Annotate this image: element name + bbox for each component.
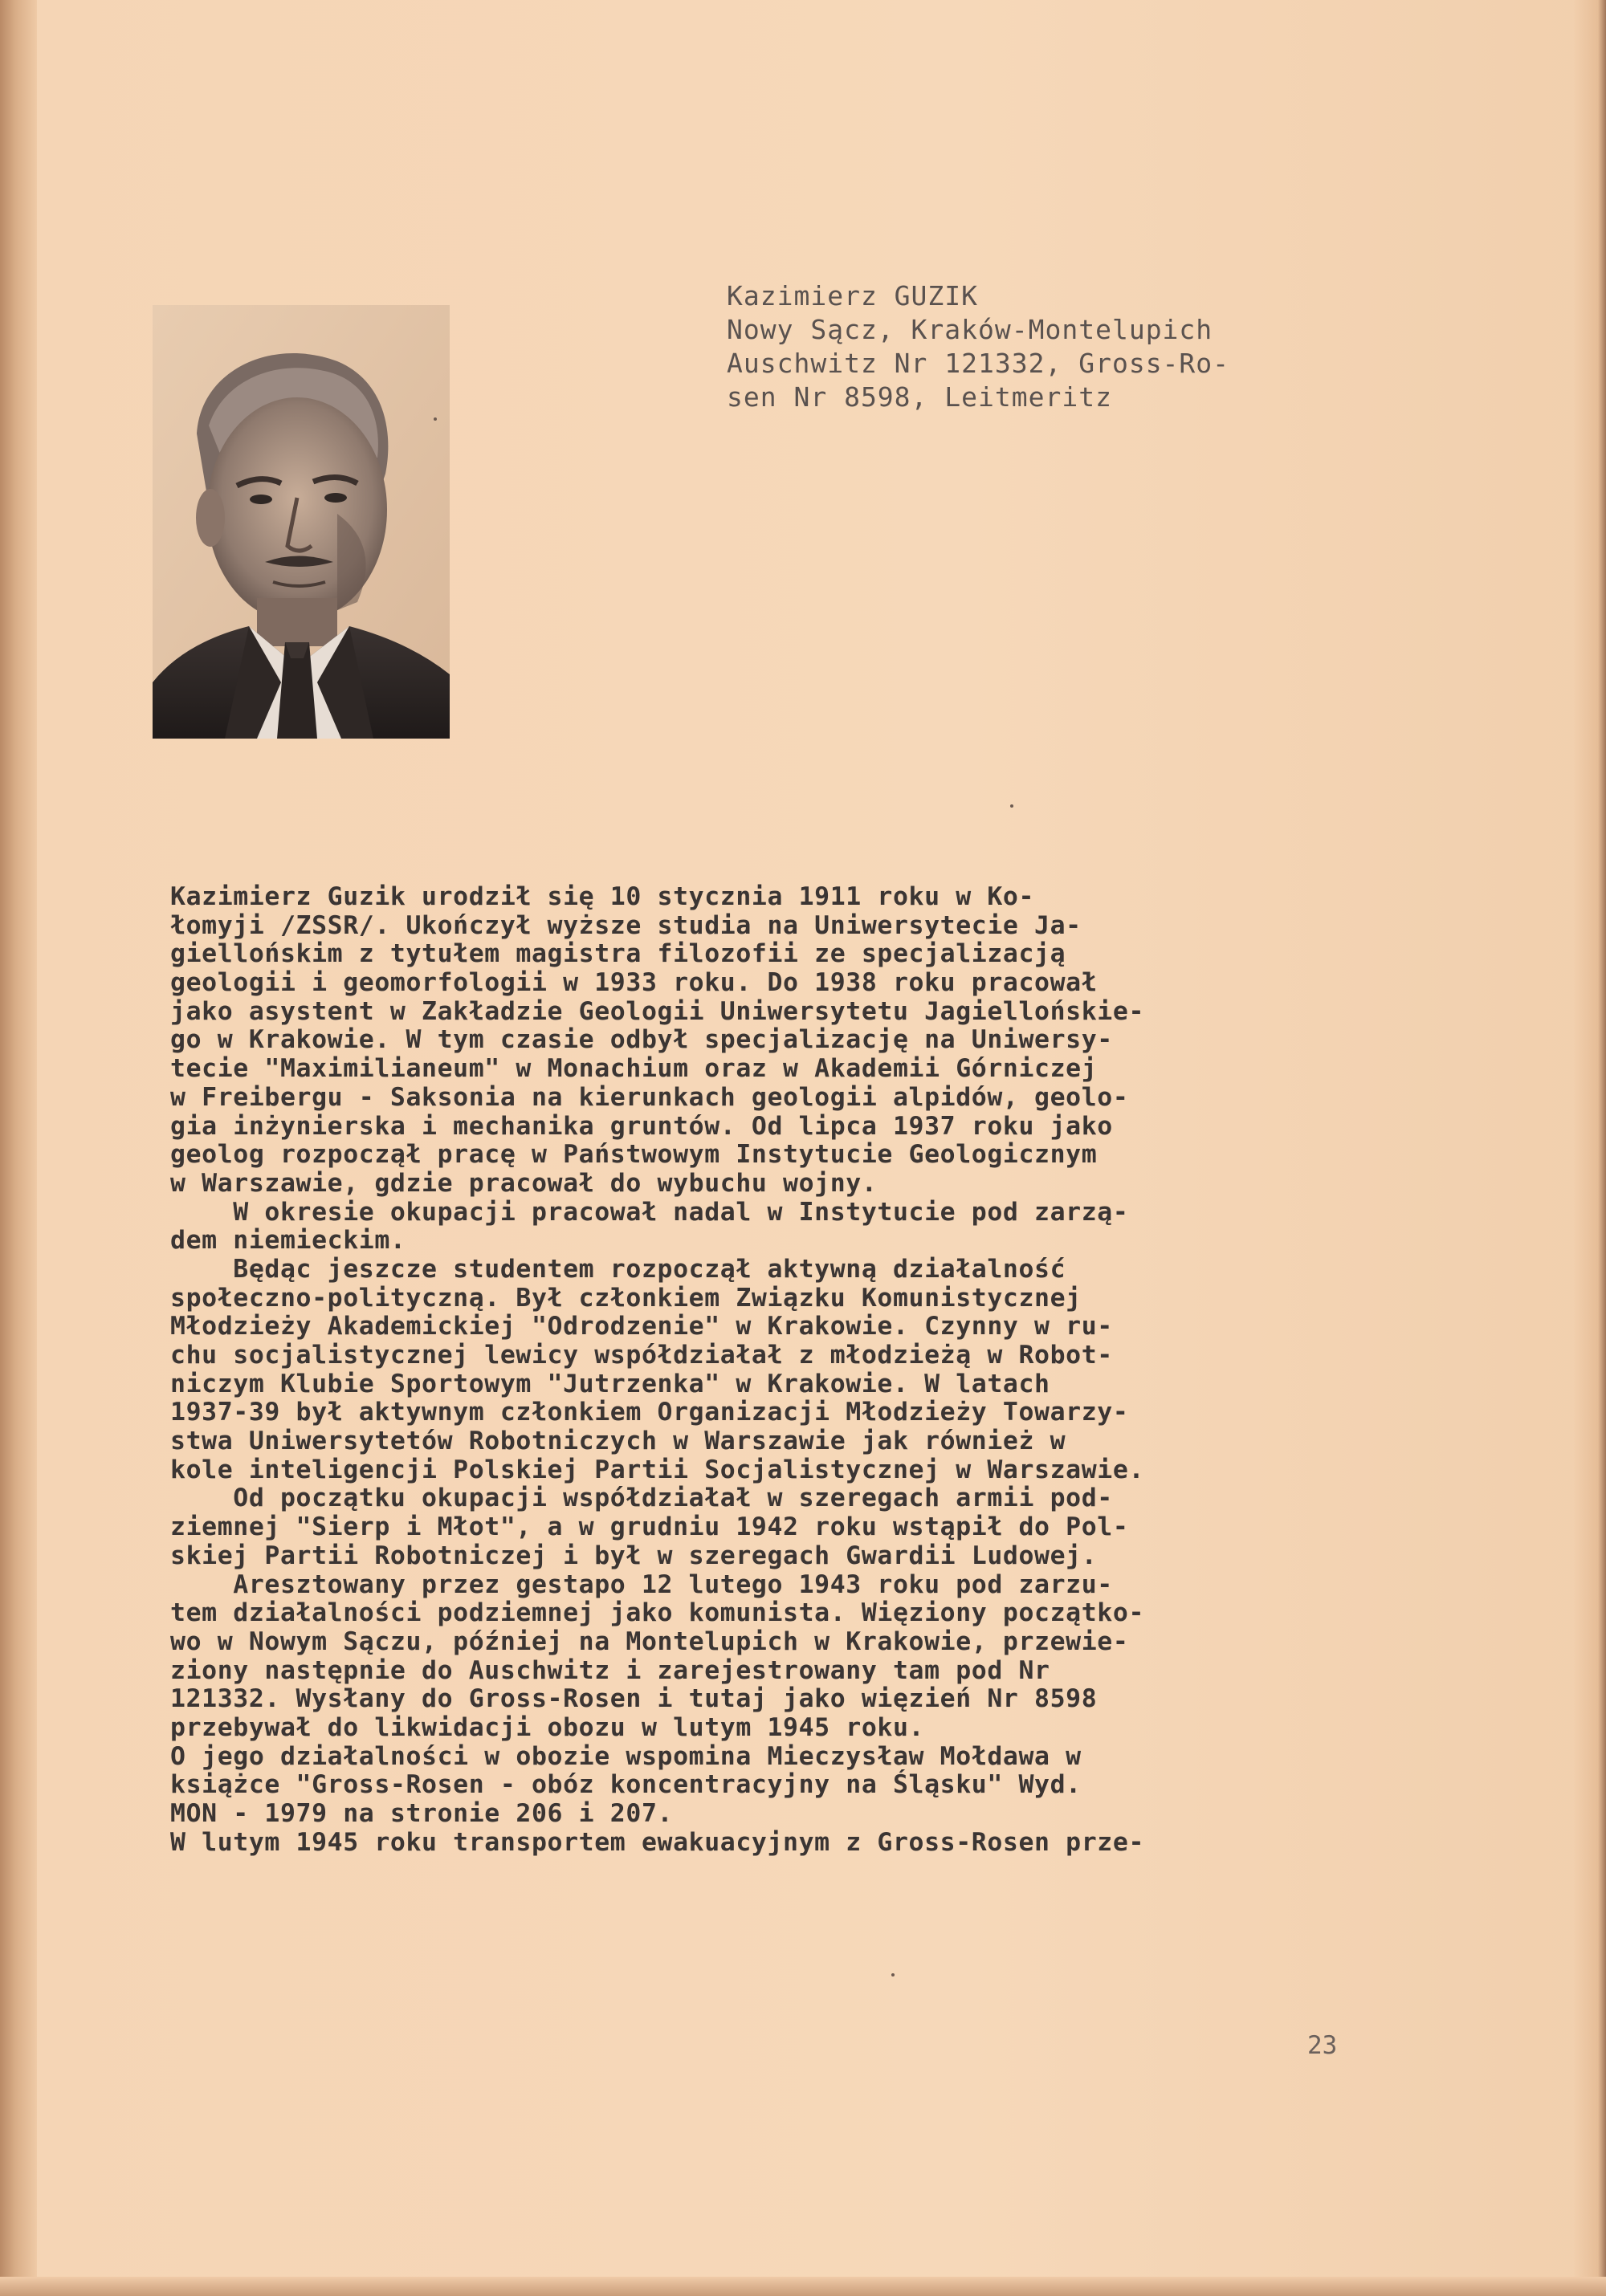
text-line: 121332. Wysłany do Gross-Rosen i tutaj jako więzień Nr 8598 xyxy=(170,1684,1098,1714)
text-line: MON - 1979 na stronie 206 i 207. xyxy=(170,1799,674,1828)
header-camp-numbers-cont: sen Nr 8598, Leitmeritz xyxy=(727,381,1112,413)
text-line: społeczno-polityczną. Był członkiem Związku Komunistycznej xyxy=(170,1283,1082,1313)
text-line: chu socjalistycznej lewicy współdziałał z młodzieżą w Robot- xyxy=(170,1341,1113,1370)
text-line: W lutym 1945 roku transportem ewakuacyjnym z Gross-Rosen prze- xyxy=(170,1827,1145,1857)
text-line: ziony następnie do Auschwitz i zarejestrowany tam pod Nr xyxy=(170,1655,1050,1685)
text-line: Od początku okupacji współdziałał w szeregach armii pod- xyxy=(170,1484,1113,1513)
right-page-edge xyxy=(1574,0,1606,2296)
left-page-edge xyxy=(0,0,37,2296)
biography-text xyxy=(170,883,1375,1857)
text-line: w Warszawie, gdzie pracował do wybuchu wojny. xyxy=(170,1168,878,1198)
header-places: Nowy Sącz, Kraków-Montelupich xyxy=(727,314,1213,345)
text-line: jako asystent w Zakładzie Geologii Uniwersytetu Jagiellońskie- xyxy=(170,996,1145,1026)
text-line: łomyji /ZSSR/. Ukończył wyższe studia na Uniwersytecie Ja- xyxy=(170,910,1082,940)
text-line: książce "Gross-Rosen - obóz koncentracyjny na Śląsku" Wyd. xyxy=(170,1770,1082,1800)
text-line: kole inteligencji Polskiej Partii Socjalistycznej w Warszawie. xyxy=(170,1455,1145,1484)
paper-speck xyxy=(1010,804,1013,808)
text-line: giellońskim z tytułem magistra filozofii ze specjalizacją xyxy=(170,939,1066,969)
page-number: 23 xyxy=(1307,2031,1338,2060)
paper-speck xyxy=(891,1973,895,1976)
text-line: dem niemieckim. xyxy=(170,1226,406,1256)
portrait-photo xyxy=(153,305,450,739)
text-line: ziemnej "Sierp i Młot", a w grudniu 1942 roku wstąpił do Pol- xyxy=(170,1512,1129,1542)
text-line: W okresie okupacji pracował nadal w Instytucie pod zarzą- xyxy=(170,1197,1129,1227)
text-line: 1937-39 był aktywnym członkiem Organizacji Młodzieży Towarzy- xyxy=(170,1398,1129,1427)
text-line: geologii i geomorfologii w 1933 roku. Do 1938 roku pracował xyxy=(170,968,1098,998)
text-line: tecie "Maximilianeum" w Monachium oraz w Akademii Górniczej xyxy=(170,1054,1098,1084)
text-line: stwa Uniwersytetów Robotniczych w Warszawie jak również w xyxy=(170,1427,1066,1456)
prisoner-header xyxy=(727,279,1417,414)
header-camp-numbers: Auschwitz Nr 121332, Gross-Ro- xyxy=(727,348,1230,379)
text-line: gia inżynierska i mechanika gruntów. Od lipca 1937 roku jako xyxy=(170,1111,1113,1141)
text-line: go w Krakowie. W tym czasie odbył specjalizację na Uniwersy- xyxy=(170,1025,1113,1055)
portrait-illustration xyxy=(153,305,450,739)
text-line: niczym Klubie Sportowym "Jutrzenka" w Krakowie. W latach xyxy=(170,1369,1050,1398)
text-line: geolog rozpoczął pracę w Państwowym Instytucie Geologicznym xyxy=(170,1140,1098,1170)
text-line: tem działalności podziemnej jako komunista. Więziony początko- xyxy=(170,1598,1145,1628)
text-line: wo w Nowym Sączu, później na Montelupich w Krakowie, przewie- xyxy=(170,1626,1129,1656)
text-line: O jego działalności w obozie wspomina Mieczysław Mołdawa w xyxy=(170,1741,1082,1771)
text-line: Będąc jeszcze studentem rozpoczął aktywną działalność xyxy=(170,1254,1066,1284)
text-line: w Freibergu - Saksonia na kierunkach geologii alpidów, geolo- xyxy=(170,1082,1129,1112)
paper-speck xyxy=(434,417,437,421)
text-line: Aresztowany przez gestapo 12 lutego 1943 roku pod zarzu- xyxy=(170,1569,1113,1599)
text-line: Kazimierz Guzik urodził się 10 stycznia 1911 roku w Ko- xyxy=(170,882,1035,911)
text-line: Młodzieży Akademickiej "Odrodzenie" w Krakowie. Czynny w ru- xyxy=(170,1312,1113,1341)
text-line: przebywał do likwidacji obozu w lutym 1945 roku. xyxy=(170,1712,925,1742)
bottom-page-edge xyxy=(0,2277,1606,2296)
text-line: skiej Partii Robotniczej i był w szeregach Gwardii Ludowej. xyxy=(170,1541,1098,1570)
header-name: Kazimierz GUZIK xyxy=(727,280,979,311)
